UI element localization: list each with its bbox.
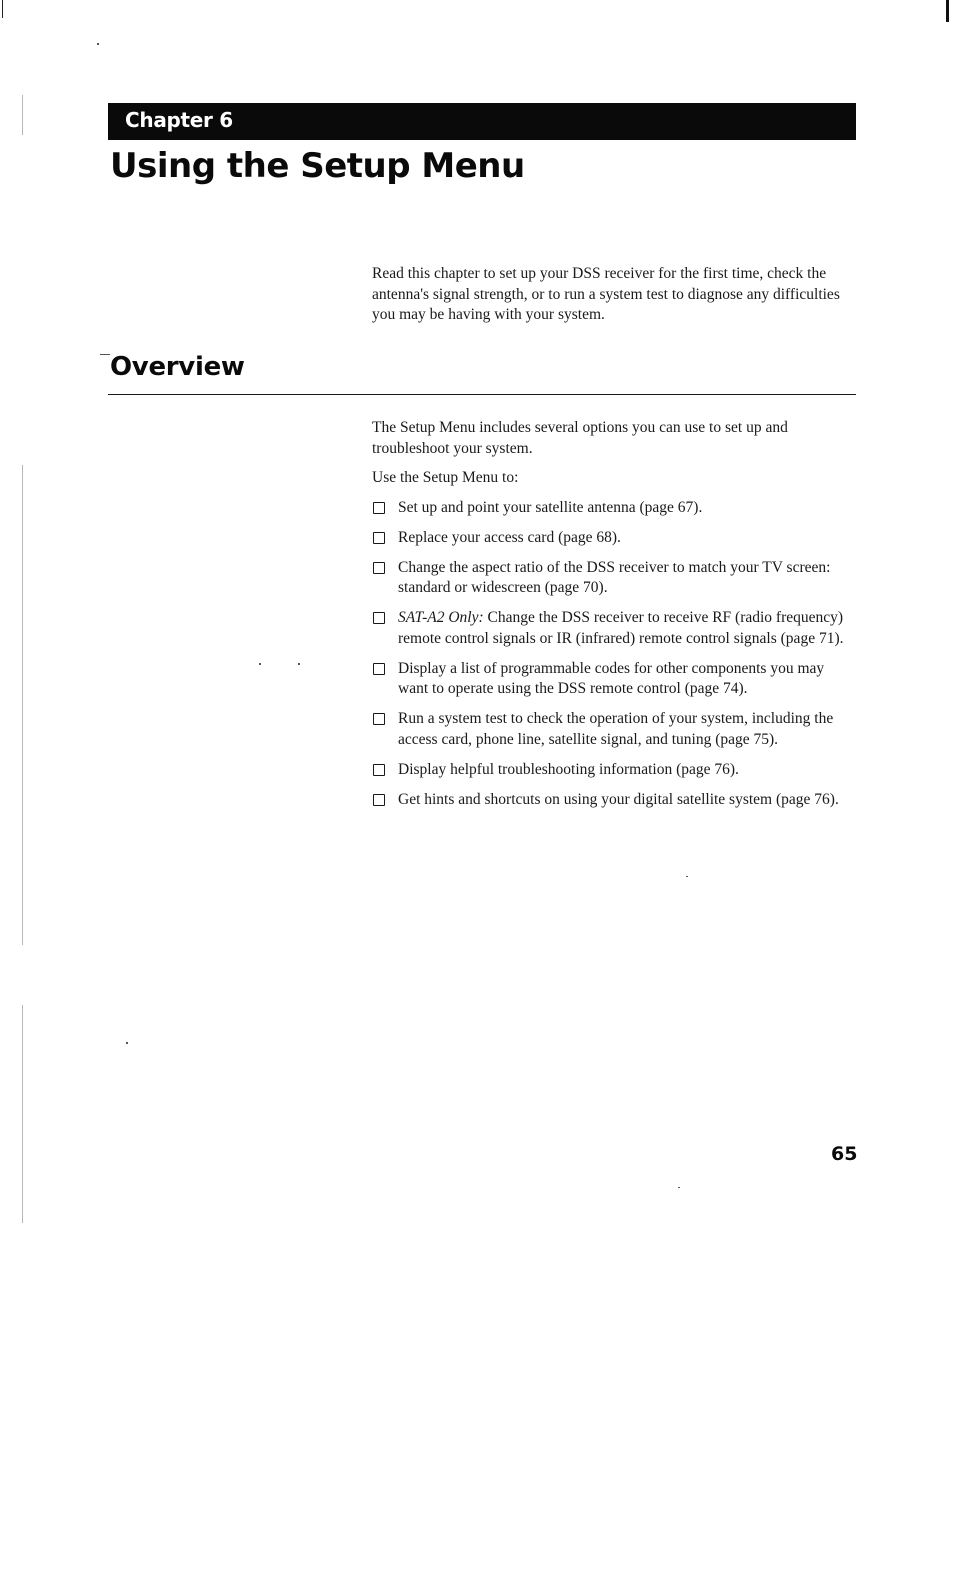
checkbox-bullet-icon (373, 713, 385, 725)
section-divider (108, 394, 856, 395)
page-number: 65 (831, 1143, 858, 1165)
list-item-text: Run a system test to check the operation of your system, including the access card, phone line, satellite signal, and tuning (page 75). (398, 710, 834, 748)
scan-speck (100, 354, 110, 355)
list-item-text: Display helpful troubleshooting information (page 76). (398, 760, 739, 778)
scan-speck (298, 663, 300, 665)
list-item (372, 659, 856, 700)
list-item (372, 760, 856, 781)
list-item (372, 498, 856, 519)
list-item (372, 709, 856, 750)
list-item (372, 528, 856, 549)
scan-edge-line (22, 465, 23, 945)
overview-paragraph: The Setup Menu includes several options you can use to set up and troubleshoot your system. (372, 419, 788, 457)
list-item-text: Change the DSS receiver to receive RF (radio frequency) remote control signals or IR (infrared) remote control signals (page 71). (398, 609, 844, 647)
overview-body (372, 418, 856, 820)
list-item (372, 558, 856, 599)
list-item (372, 790, 856, 811)
list-item-text: Replace your access card (page 68). (398, 528, 621, 546)
scan-speck (678, 1187, 680, 1188)
scan-edge-line (2, 0, 3, 18)
list-item-text: Change the aspect ratio of the DSS receiver to match your TV screen: standard or widescreen (page 70). (398, 558, 831, 596)
scan-edge-line (22, 1005, 23, 1223)
chapter-label: Chapter 6 (125, 108, 233, 132)
scan-speck (97, 43, 99, 45)
checkbox-bullet-icon (373, 794, 385, 806)
scan-speck (686, 876, 688, 877)
checkbox-bullet-icon (373, 663, 385, 675)
list-item-text: Get hints and shortcuts on using your digital satellite system (page 76). (398, 790, 839, 808)
page-title: Using the Setup Menu (110, 146, 525, 186)
checkbox-bullet-icon (373, 502, 385, 514)
checkbox-bullet-icon (373, 612, 385, 624)
chapter-banner (108, 103, 856, 140)
list-item-model-note: SAT-A2 Only: (398, 609, 484, 626)
section-heading-overview: Overview (110, 352, 245, 382)
checkbox-bullet-icon (373, 764, 385, 776)
checkbox-bullet-icon (373, 562, 385, 574)
scan-speck (126, 1042, 128, 1044)
scan-speck (259, 663, 261, 665)
list-item-text: Display a list of programmable codes for other components you may want to operate using the DSS remote control (page 74). (398, 659, 825, 697)
list-item (372, 608, 856, 649)
intro-paragraph: Read this chapter to set up your DSS receiver for the first time, check the antenna's signal strength, or to run a system test to diagnose any difficulties you may be having with your system. (372, 265, 840, 323)
scan-edge-line (946, 0, 949, 22)
checkbox-bullet-icon (373, 532, 385, 544)
overview-lead-in: Use the Setup Menu to: (372, 469, 519, 486)
setup-options-list (372, 498, 856, 811)
scan-edge-line (22, 95, 23, 135)
list-item-text: Set up and point your satellite antenna (page 67). (398, 498, 703, 516)
